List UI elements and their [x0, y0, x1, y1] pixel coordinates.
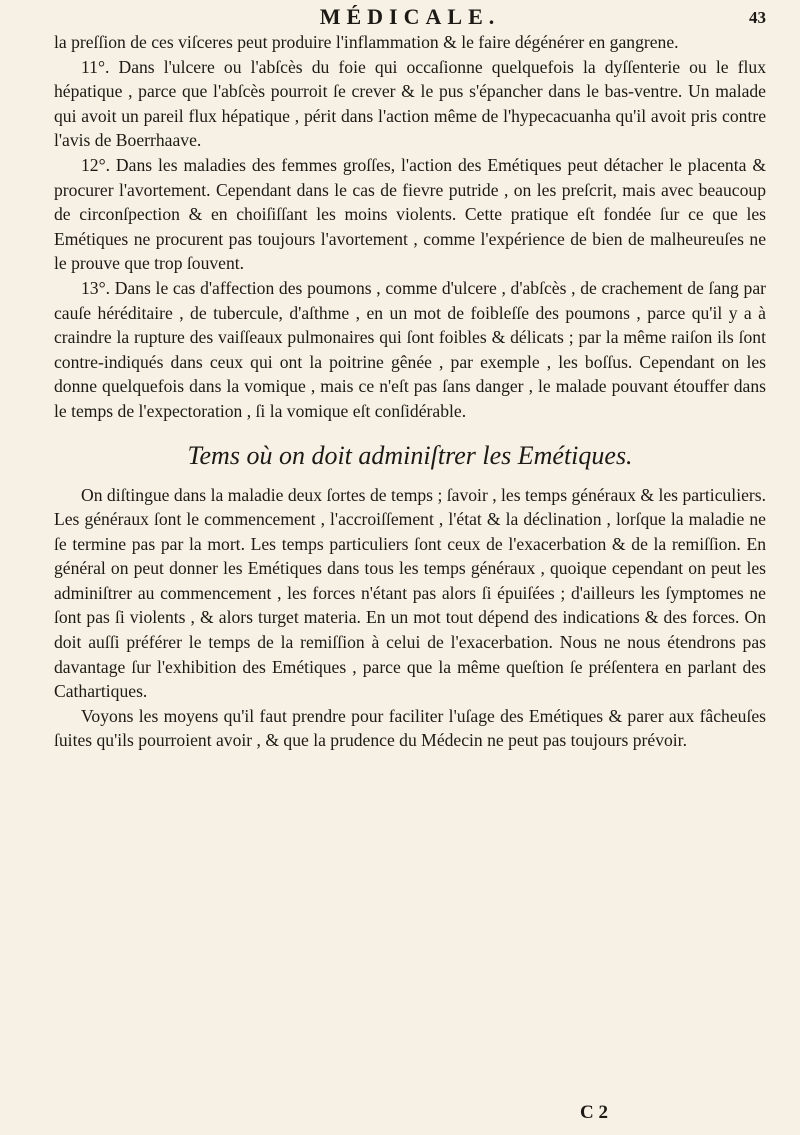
running-head: MÉDICALE.: [319, 4, 501, 29]
paragraph-voyons: Voyons les moyens qu'il faut prendre pour faciliter l'uſage des Emétiques & parer aux fâcheuſes ſuites qu'ils pourroient avoir , & que la prudence du Médecin ne peut pas toujours prévoir.: [54, 705, 766, 751]
page-number: 43: [749, 8, 766, 27]
page-body: [54, 30, 766, 753]
paragraph-continuation: la preſſion de ces viſceres peut produire l'inflammation & le faire dégénérer en gangrene.: [54, 32, 679, 52]
paragraph-temps: On diſtingue dans la maladie deux ſortes de temps ; ſavoir , les temps généraux & les particuliers. Les généraux ſont le commencement , l'accroiſſement , l'état & la déclination , lorſque la maladie ne ſe termine pas par la mort. Les temps particuliers ſont ceux de l'exacerbation & de la remiſſion. En général on peut donner les Emétiques dans tous les temps généraux , quoique cependant on peut les adminiſtrer au commencement , les forces n'étant pas alors ſi épuiſées ; d'ailleurs les ſymptomes ne ſont pas ſi violents , & alors turget materia. En un mot tout dépend des indications & des forces. On doit auſſi préférer le temps de la remiſſion à celui de l'exacerbation. Nous ne nous étendrons pas davantage ſur l'exhibition des Emétiques , parce que la même queſtion ſe préſentera en parlant des Cathartiques.: [54, 484, 766, 702]
paragraph-item-13: 13°. Dans le cas d'affection des poumons , comme d'ulcere , d'abſcès , de crachement de ſang par cauſe héréditaire , de tubercule, d'aſthme , en un mot de foibleſſe des poumons , parce qu'il y a à craindre la rupture des vaiſſeaux pulmonaires qui ſont foibles & délicats ; par la même raiſon ils ſont contre-indiqués dans ceux qui ont la poitrine gênée , par exemple , les boſſus. Cependant on les donne quelquefois dans la vomique , mais ce n'eſt pas ſans danger , le malade pouvant étouffer dans le temps de l'expectoration , ſi la vomique eſt conſidérable.: [54, 277, 766, 421]
paragraph-item-11: 11°. Dans l'ulcere ou l'abſcès du foie qui occaſionne quelquefois la dyſſenterie ou le flux hépatique , parce que l'abſcès pourroit ſe crever & le pus s'épancher dans le bas-ventre. Un malade qui avoit un pareil flux hépatique , périt dans l'action même de l'hypecacuanha qu'il avoit pris contre l'avis de Boerrhaave.: [54, 56, 766, 151]
paragraph-item-12: 12°. Dans les maladies des femmes groſſes, l'action des Emétiques peut détacher le placenta & procurer l'avortement. Cependant dans le cas de fievre putride , on les preſcrit, mais avec beaucoup de circonſpection & en choiſiſſant les moins violents. Cette pratique eſt fondée ſur ce que les Emétiques ne procurent pas toujours l'avortement , comme l'expérience de bien de malheureuſes ne le prouve que trop ſouvent.: [54, 154, 766, 274]
signature-mark: C 2: [580, 1102, 608, 1123]
section-heading: Tems où on doit adminiſtrer les Emétiques.: [187, 440, 633, 470]
